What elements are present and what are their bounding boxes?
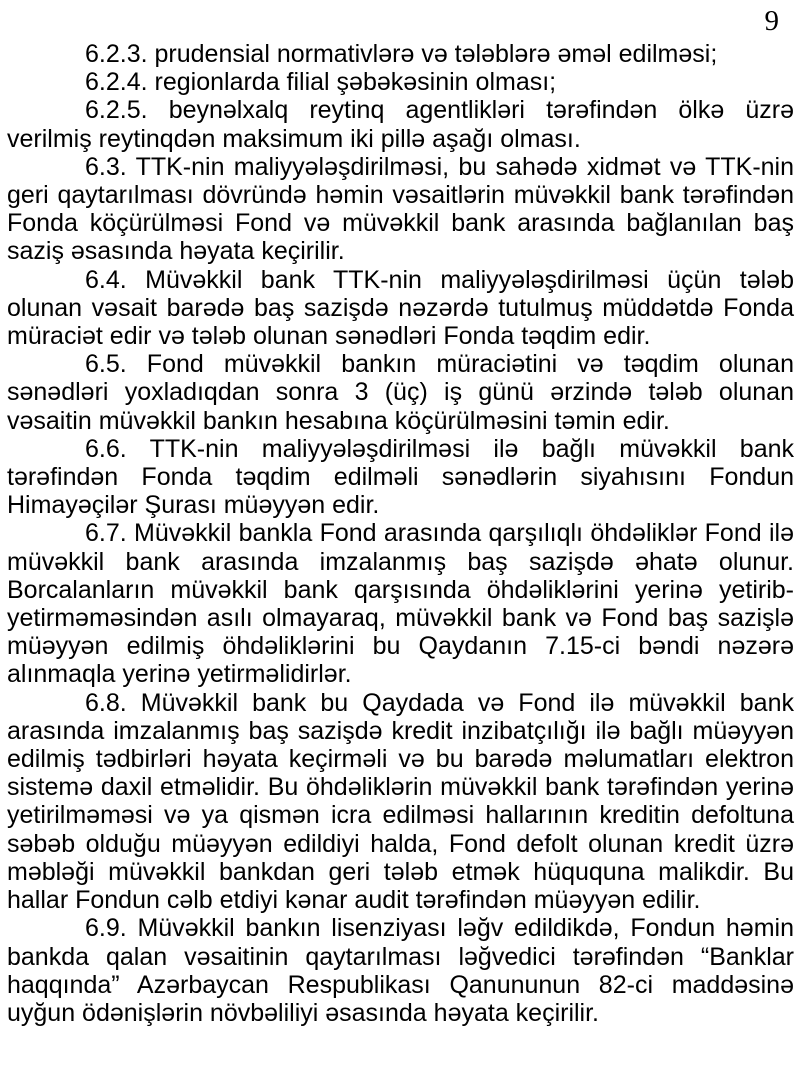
- paragraph-text: Müvəkkil bank bu Qaydada və Fond ilə müvəkkil bank arasında imzalanmış baş sazişdə kredit inzibatçılığı ilə bağlı müəyyən edilmiş tədbirləri həyata keçirməli və bu barədə məlumatları elektron sistemə daxil etməlidir. Bu öhdəliklərin müvəkkil bank tərəfindən yerinə yetirilməməsi və ya qismən icra edilməsi hallarının kreditin defoltuna səbəb olduğu müəyyən edildiyi halda, Fond defolt olunan kredit üzrə məbləği müvəkkil bankdan geri tələb etmək hüququna malikdir. Bu hallar Fondun cəlb etdiyi kənar audit tərəfindən müəyyən edilir.: [7, 688, 794, 915]
- document-body: [7, 40, 794, 1027]
- paragraph-number: 6.4.: [85, 265, 127, 294]
- paragraph-number: 6.7.: [85, 519, 127, 548]
- paragraph-6-2-3: [7, 40, 794, 68]
- paragraph-6-2-5: [7, 96, 794, 152]
- paragraph-text: TTK-nin maliyyələşdirilməsi ilə bağlı müvəkkil bank tərəfindən Fonda təqdim edilməli sənədlərin siyahısını Fondun Himayəçilər Şurası müəyyən edir.: [7, 434, 795, 520]
- paragraph-text: Müvəkkil bankın lisenziyası ləğv edildikdə, Fondun həmin bankda qalan vəsaitinin qaytarılması ləğvedici tərəfindən “Banklar haqqında” Azərbaycan Respublikası Qanununun 82-ci maddəsinə uyğun ödənişlərin növbəliliyi əsasında həyata keçirilir.: [7, 914, 794, 1027]
- page-number: 9: [764, 5, 779, 37]
- paragraph-6-6: [7, 435, 794, 520]
- paragraph-number: 6.2.3.: [85, 40, 148, 68]
- paragraph-number: 6.2.4.: [85, 68, 148, 97]
- paragraph-number: 6.3.: [85, 152, 127, 181]
- paragraph-6-3: [7, 153, 794, 266]
- paragraph-6-5: [7, 350, 794, 435]
- paragraph-text: TTK-nin maliyyələşdirilməsi, bu sahədə xidmət və TTK-nin geri qaytarılması dövründə həmin vəsaitlərin müvəkkil bank tərəfindən Fonda köçürülməsi Fond və müvəkkil bank arasında bağlanılan baş saziş əsasında həyata keçirilir.: [7, 152, 795, 266]
- paragraph-6-2-4: [7, 68, 794, 96]
- paragraph-text: Müvəkkil bankla Fond arasında qarşılıqlı öhdəliklər Fond ilə müvəkkil bank arasında imzalanmış baş sazişdə əhatə olunur. Borcalanların müvəkkil bank qarşısında öhdəliklərini yerinə yetirib-yetirməməsindən asılı olmayaraq, müvəkkil bank və Fond baş sazişlə müəyyən edilmiş öhdəliklərini bu Qaydanın 7.15-ci bəndi nəzərə alınmaqla yerinə yetirməlidirlər.: [7, 519, 794, 689]
- paragraph-6-7: [7, 519, 794, 688]
- paragraph-number: 6.9.: [85, 914, 127, 943]
- paragraph-6-8: [7, 689, 794, 915]
- paragraph-text: Fond müvəkkil bankın müraciətini və təqdim olunan sənədləri yoxladıqdan sonra 3 (üç) iş günü ərzində tələb olunan vəsaitin müvəkkil bankın hesabına köçürülməsini təmin edir.: [7, 350, 794, 435]
- paragraph-text: Müvəkkil bank TTK-nin maliyyələşdirilməsi üçün tələb olunan vəsait barədə baş sazişdə nəzərdə tutulmuş müddətdə Fonda müraciət edir və tələb olunan sənədləri Fonda təqdim edir.: [7, 265, 794, 351]
- paragraph-number: 6.8.: [85, 688, 127, 717]
- paragraph-text: beynəlxalq reytinq agentlikləri tərəfindən ölkə üzrə verilmiş reytinqdən maksimum iki pillə aşağı olması.: [7, 96, 794, 153]
- paragraph-6-9: [7, 914, 794, 1027]
- paragraph-text: prudensial normativlərə və tələblərə əməl edilməsi;: [154, 40, 718, 68]
- paragraph-text: regionlarda filial şəbəkəsinin olması;: [154, 68, 557, 97]
- paragraph-number: 6.5.: [85, 350, 127, 379]
- paragraph-6-4: [7, 266, 794, 351]
- paragraph-number: 6.6.: [85, 434, 127, 463]
- paragraph-number: 6.2.5.: [85, 96, 148, 125]
